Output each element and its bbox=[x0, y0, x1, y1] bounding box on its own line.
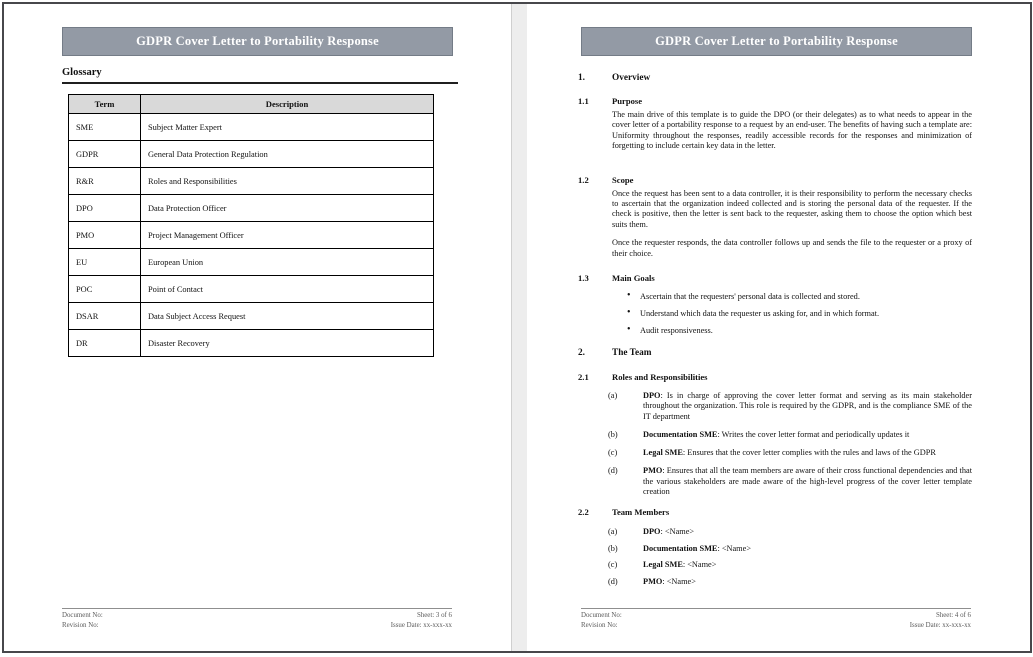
table-row bbox=[69, 276, 434, 303]
list-item bbox=[578, 291, 973, 302]
section-number: 2. bbox=[578, 348, 585, 359]
description-cell: Point of Contact bbox=[141, 276, 434, 303]
section-heading-purpose bbox=[578, 96, 973, 107]
bullet-text: Audit responsiveness. bbox=[640, 326, 713, 336]
description-cell: Data Protection Officer bbox=[141, 195, 434, 222]
section-number: 2.1 bbox=[578, 372, 589, 383]
footer-left-block bbox=[62, 611, 103, 631]
page-footer bbox=[62, 608, 452, 631]
section-heading-scope bbox=[578, 175, 973, 186]
term-cell: GDPR bbox=[69, 141, 141, 168]
page-title-banner bbox=[581, 27, 972, 56]
member-term: PMO bbox=[643, 576, 663, 586]
document-no-label: Document No: bbox=[581, 612, 622, 619]
term-cell: SME bbox=[69, 114, 141, 141]
item-label: (a) bbox=[608, 391, 618, 401]
term-cell: POC bbox=[69, 276, 141, 303]
item-label: (a) bbox=[608, 527, 618, 537]
item-label: (b) bbox=[608, 543, 618, 553]
section-title: Main Goals bbox=[612, 273, 655, 284]
revision-no-label: Revision No: bbox=[62, 622, 99, 629]
member-term: Legal SME bbox=[643, 560, 683, 570]
column-header-term: Term bbox=[69, 95, 141, 114]
section-title: Scope bbox=[612, 174, 634, 185]
sheet-number: Sheet: 3 of 6 bbox=[416, 612, 452, 619]
document-no-label: Document No: bbox=[62, 612, 103, 619]
section-heading-team bbox=[578, 348, 973, 359]
page-footer bbox=[581, 608, 971, 631]
list-item bbox=[578, 325, 973, 336]
member-term: DPO bbox=[643, 527, 661, 537]
sheet-number: Sheet: 4 of 6 bbox=[935, 612, 971, 619]
bullet-icon: • bbox=[627, 290, 631, 302]
role-text: : Is in charge of approving the cover letter format and serving as its main stakeholder throughout the organization. This role is required by the GDPR, and is the compliance SME of the IT department bbox=[643, 391, 972, 421]
section-number: 1.2 bbox=[578, 174, 589, 185]
description-cell: European Union bbox=[141, 249, 434, 276]
description-cell: Project Management Officer bbox=[141, 222, 434, 249]
item-label: (b) bbox=[608, 430, 618, 440]
section-number: 1.1 bbox=[578, 96, 589, 106]
section-heading-overview bbox=[578, 73, 973, 84]
section-title: The Team bbox=[612, 348, 652, 359]
list-item-role-doc-sme bbox=[578, 430, 972, 440]
table-row bbox=[69, 249, 434, 276]
footer-right-block bbox=[910, 611, 971, 631]
term-cell: DR bbox=[69, 330, 141, 357]
member-text: : <Name> bbox=[682, 560, 717, 570]
member-text: : <Name> bbox=[660, 527, 695, 537]
description-cell: Disaster Recovery bbox=[141, 330, 434, 357]
table-header-row bbox=[69, 95, 434, 114]
main-goals-list bbox=[578, 291, 973, 336]
term-cell: PMO bbox=[69, 222, 141, 249]
scope-paragraph-2: Once the requester responds, the data controller follows up and sends the file to the requester or a proxy of their choice. bbox=[612, 238, 972, 258]
section-title: Roles and Responsibilities bbox=[612, 372, 708, 383]
list-item-role-dpo bbox=[578, 391, 972, 422]
revision-no-label: Revision No: bbox=[581, 622, 618, 629]
description-cell: Subject Matter Expert bbox=[141, 114, 434, 141]
description-cell: Roles and Responsibilities bbox=[141, 168, 434, 195]
member-term: Documentation SME bbox=[643, 543, 718, 553]
purpose-paragraph: The main drive of this template is to guide the DPO (or their delegates) as to what needs to appear in the cover letter of a portability response to a request by an end-user. The benefits of having such a template are: Uniformity throughout the responses, readily accessible records for the responses and minimization of forgetting to include certain key data in the letter. bbox=[612, 110, 972, 151]
page-title-banner bbox=[62, 27, 453, 56]
document-frame bbox=[2, 2, 1032, 653]
role-term: PMO bbox=[643, 466, 663, 476]
role-term: Legal SME bbox=[643, 447, 683, 457]
section-title: Team Members bbox=[612, 507, 670, 518]
section-heading-roles bbox=[578, 372, 973, 383]
issue-date: Issue Date: xx-xxx-xx bbox=[909, 622, 971, 629]
footer-right-block bbox=[391, 611, 452, 631]
description-cell: General Data Protection Regulation bbox=[141, 141, 434, 168]
term-cell: EU bbox=[69, 249, 141, 276]
list-item-role-legal-sme bbox=[578, 448, 972, 458]
role-text: : Ensures that the cover letter complies with the rules and laws of the GDPR bbox=[682, 447, 936, 457]
section-heading-main-goals bbox=[578, 273, 973, 284]
table-row bbox=[69, 195, 434, 222]
page-body bbox=[578, 67, 973, 593]
bullet-text: Ascertain that the requesters' personal data is collected and stored. bbox=[640, 292, 860, 302]
list-item-member-doc-sme bbox=[578, 544, 972, 554]
term-cell: DSAR bbox=[69, 303, 141, 330]
list-item-member-legal-sme bbox=[578, 560, 972, 570]
section-number: 2.2 bbox=[578, 507, 589, 518]
table-row bbox=[69, 303, 434, 330]
bullet-icon: • bbox=[627, 307, 631, 319]
section-number: 1. bbox=[578, 73, 585, 83]
description-cell: Data Subject Access Request bbox=[141, 303, 434, 330]
role-term: DPO bbox=[643, 391, 661, 401]
bullet-text: Understand which data the requester us asking for, and in which format. bbox=[640, 309, 880, 319]
list-item-member-pmo bbox=[578, 577, 972, 587]
table-row bbox=[69, 114, 434, 141]
scope-paragraph-1: Once the request has been sent to a data controller, it is their responsibility to perform the necessary checks to ascertain that the organization indeed collected and is storing the personal data of the requester. If the check is positive, then the letter is sent back to the requester, asking them to choose the option which best suits them. bbox=[612, 188, 972, 229]
table-row bbox=[69, 141, 434, 168]
member-text: : <Name> bbox=[717, 543, 752, 553]
page-sheet-3 bbox=[4, 4, 511, 651]
page-title: GDPR Cover Letter to Portability Response bbox=[655, 34, 898, 48]
glossary-heading: Glossary bbox=[62, 67, 458, 84]
bullet-icon: • bbox=[627, 324, 631, 336]
item-label: (c) bbox=[608, 447, 618, 457]
member-text: : <Name> bbox=[662, 576, 696, 586]
column-header-description: Description bbox=[141, 95, 434, 114]
item-label: (d) bbox=[608, 576, 618, 586]
table-row bbox=[69, 168, 434, 195]
section-title: Purpose bbox=[612, 96, 643, 106]
role-text: : Writes the cover letter format and periodically updates it bbox=[717, 430, 910, 440]
footer-left-block bbox=[581, 611, 622, 631]
role-term: Documentation SME bbox=[643, 430, 718, 440]
page-sheet-4 bbox=[527, 4, 1030, 651]
issue-date: Issue Date: xx-xxx-xx bbox=[390, 622, 452, 629]
section-number: 1.3 bbox=[578, 273, 589, 284]
role-text: : Ensures that all the team members are aware of their cross functional dependencies and that the various stakeholders are made aware of the high-level progress of the cover letter template creation bbox=[643, 466, 972, 496]
section-heading-members bbox=[578, 507, 973, 518]
list-item bbox=[578, 308, 973, 319]
item-label: (d) bbox=[608, 466, 618, 476]
section-title: Overview bbox=[612, 73, 651, 83]
page-title: GDPR Cover Letter to Portability Response bbox=[136, 34, 379, 48]
list-item-member-dpo bbox=[578, 527, 972, 537]
list-item-role-pmo bbox=[578, 466, 972, 497]
table-row bbox=[69, 222, 434, 249]
glossary-table bbox=[68, 94, 434, 357]
term-cell: R&R bbox=[69, 168, 141, 195]
table-row bbox=[69, 330, 434, 357]
term-cell: DPO bbox=[69, 195, 141, 222]
item-label: (c) bbox=[608, 560, 618, 570]
